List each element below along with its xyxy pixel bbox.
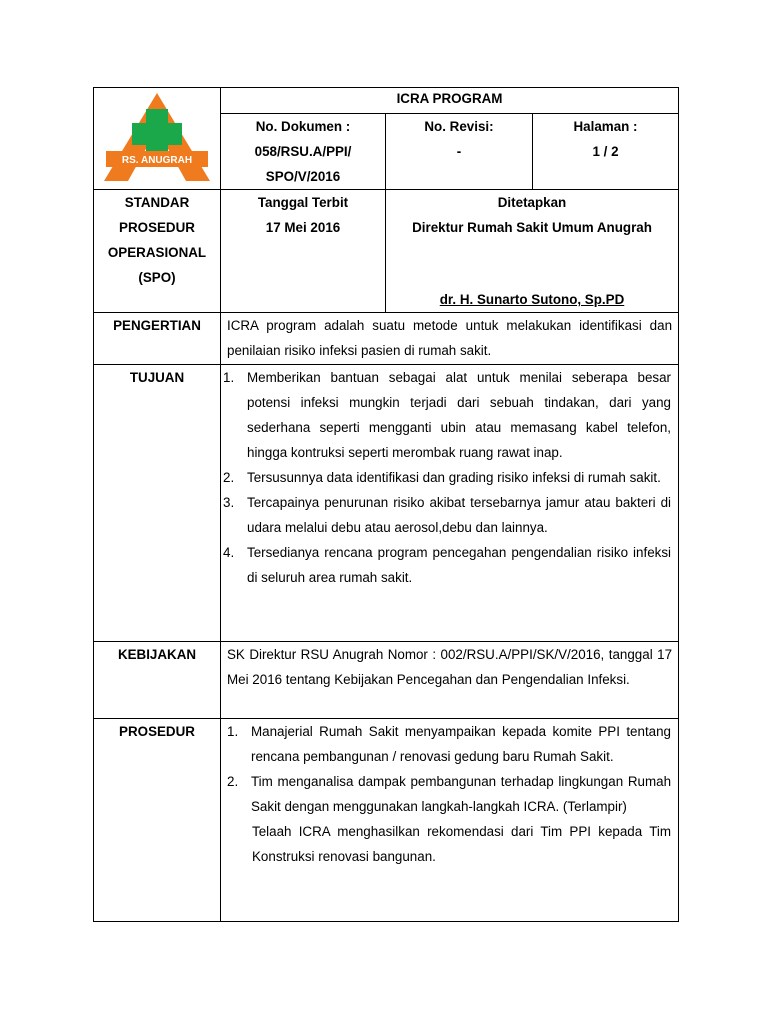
list-item [223,365,672,465]
pengertian-label: PENGERTIAN [94,313,221,365]
prosedur-label: PROSEDUR [94,719,221,922]
issue-date-cell [221,190,386,313]
list-text: Manajerial Rumah Sakit menyampaikan kepada komite PPI tentang rencana pembangunan / renovasi gedung baru Rumah Sakit. [251,724,672,764]
approval-cell [386,190,679,313]
list-number: 3. [223,495,235,510]
prosedur-list [221,719,678,819]
list-text: Tersedianya rencana program pencegahan pengendalian risiko infeksi di seluruh area rumah sakit. [247,545,672,585]
tujuan-list [221,365,678,590]
kebijakan-label: KEBIJAKAN [94,642,221,719]
kebijakan-text: SK Direktur RSU Anugrah Nomor : 002/RSU.A/PPI/SK/V/2016, tanggal 17 Mei 2016 tentang Kebijakan Pencegahan dan Pengendalian Infeksi. [221,642,679,719]
approval-label: Ditetapkan [497,195,567,210]
issue-date-value: 17 Mei 2016 [265,220,341,235]
signer-name: dr. H. Sunarto Sutono, Sp.PD [439,292,625,307]
revision-label: No. Revisi: [424,119,494,134]
spo-label-cell [94,190,221,313]
spo-label-line4: (SPO) [138,270,176,285]
logo-text: RS. ANUGRAH [121,155,193,166]
pengertian-text: ICRA program adalah suatu metode untuk melakukan identifikasi dan penilaian risiko infeksi pasien di rumah sakit. [221,313,679,365]
list-text: Memberikan bantuan sebagai alat untuk menilai seberapa besar potensi infeksi mungkin terjadi dari sebuah tindakan, dari yang sederhana seperti mengganti ubin atau memasang kabel telefon, hingga kontruksi seperti merombak ruang rawat inap. [247,370,672,460]
list-item [227,769,672,819]
list-number: 2. [227,774,239,789]
logo-cell [94,88,221,190]
spo-document-table [93,87,679,922]
page-cell [533,114,679,190]
list-number: 1. [223,370,235,385]
spo-label-line3: OPERASIONAL [107,245,207,260]
document-number-line2: SPO/V/2016 [265,169,341,184]
list-item [223,490,672,540]
list-text: Tersusunnya data identifikasi dan grading risiko infeksi di rumah sakit. [247,470,661,485]
approval-by: Direktur Rumah Sakit Umum Anugrah [412,220,652,235]
tujuan-label: TUJUAN [94,365,221,642]
tujuan-content [221,365,679,642]
revision-value: - [456,144,462,159]
list-item [227,719,672,769]
list-number: 2. [223,470,235,485]
revision-cell [386,114,533,190]
spo-label-line2: PROSEDUR [119,220,195,235]
prosedur-note: Telaah ICRA menghasilkan rekomendasi dari Tim PPI kepada Tim Konstruksi renovasi bangunan. [252,824,672,864]
logo-cross-horizontal [132,123,182,145]
document-number-line1: 058/RSU.A/PPI/ [254,144,352,159]
document-title: ICRA PROGRAM [221,88,679,114]
hospital-logo [102,91,212,183]
list-item [223,540,672,590]
document-number-cell [221,114,386,190]
spo-label-line1: STANDAR [124,195,190,210]
list-item [223,465,671,490]
list-text: Tim menganalisa dampak pembangunan terhadap lingkungan Rumah Sakit dengan menggunakan langkah-langkah ICRA. (Terlampir) [251,774,672,814]
document-number-label: No. Dokumen : [255,119,351,134]
list-number: 4. [223,545,235,560]
issue-date-label: Tanggal Terbit [257,195,349,210]
page-label: Halaman : [573,119,638,134]
page-value: 1 / 2 [592,144,619,159]
list-text: Tercapainya penurunan risiko akibat tersebarnya jamur atau bakteri di udara melalui debu atau aerosol,debu dan lainnya. [247,495,672,535]
list-number: 1. [227,724,239,739]
prosedur-content [221,719,679,922]
